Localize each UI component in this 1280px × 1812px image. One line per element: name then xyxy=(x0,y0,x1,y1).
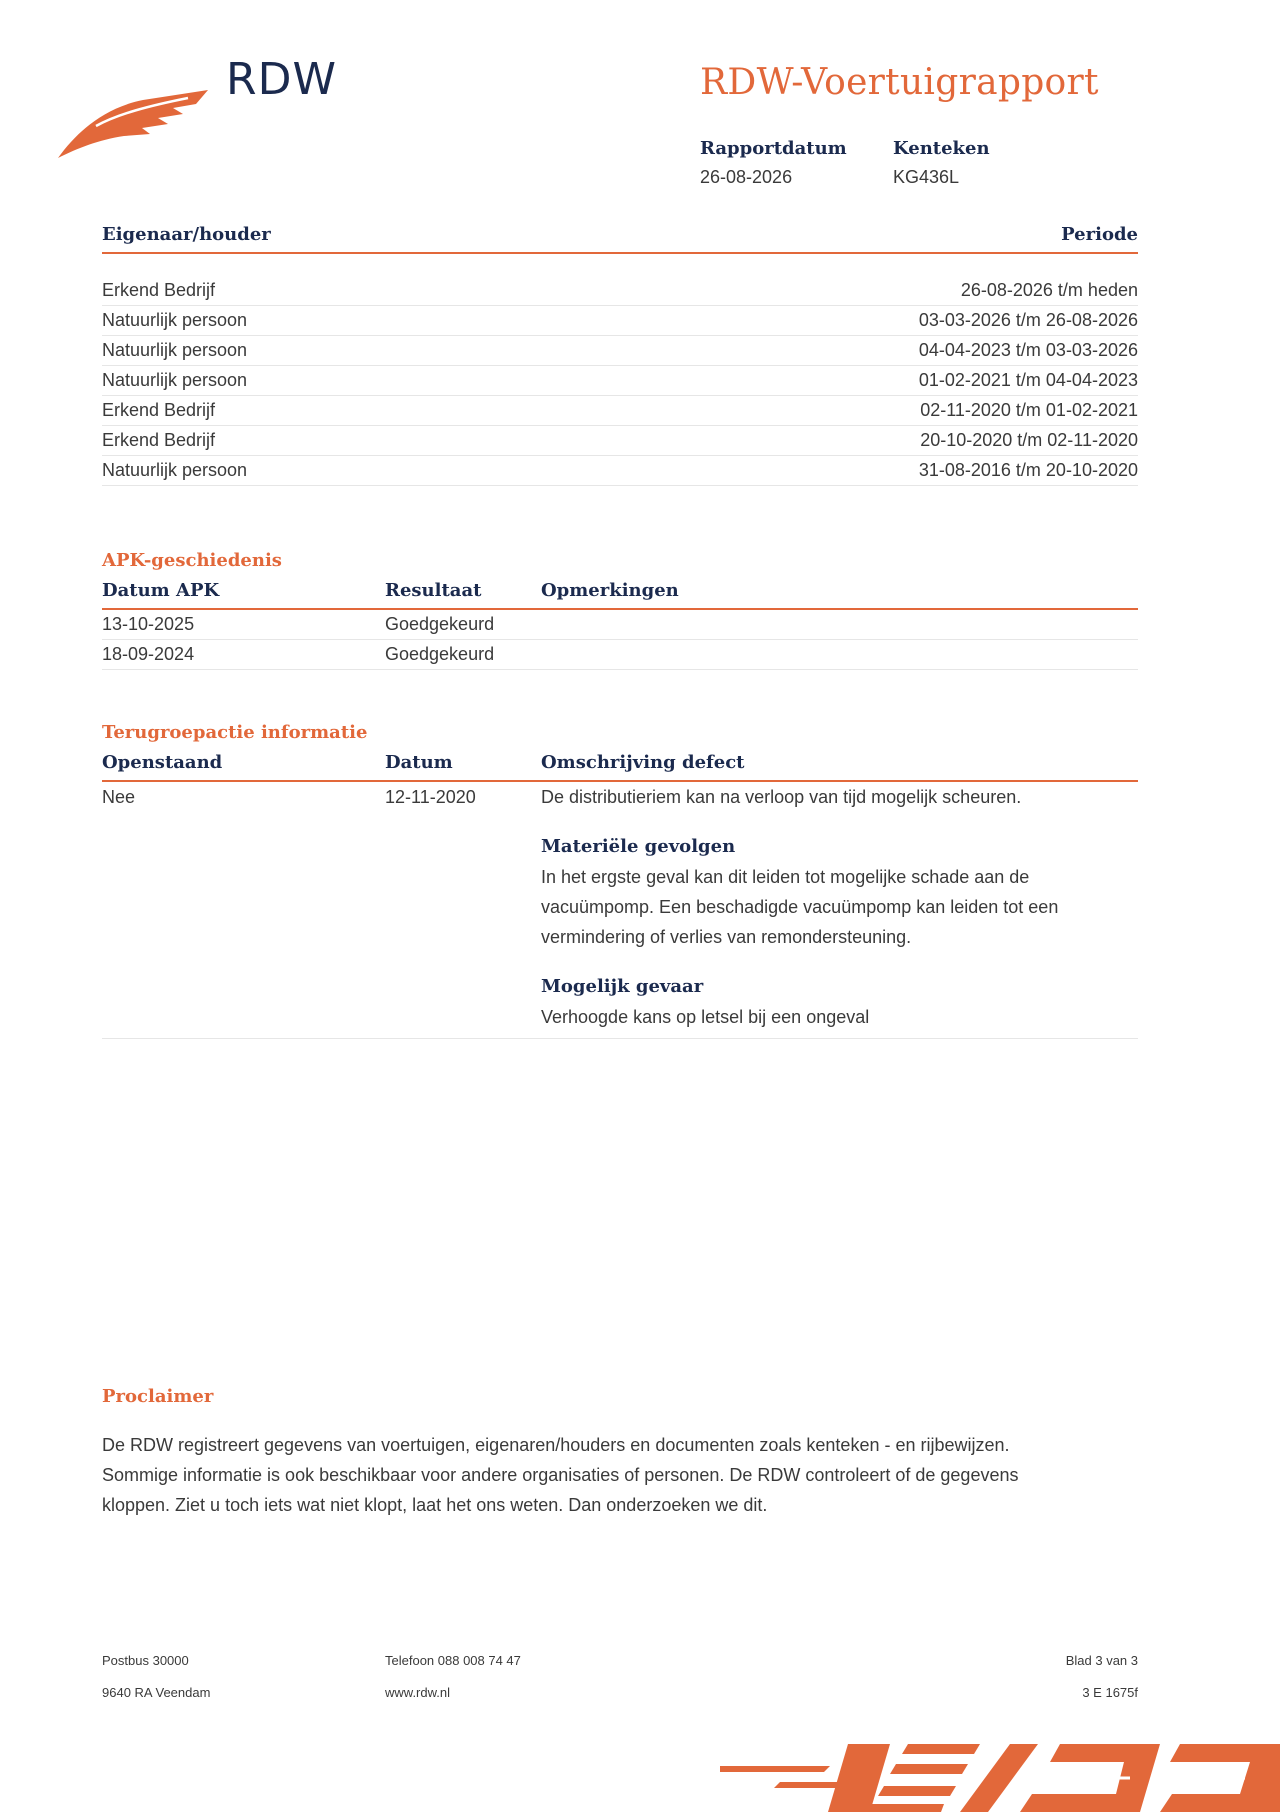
period-column-header: Periode xyxy=(1061,224,1138,245)
plate-label: Kenteken xyxy=(893,138,990,159)
footer-address-line2: 9640 RA Veendam xyxy=(102,1685,211,1700)
owner-column-header: Eigenaar/houder xyxy=(102,224,271,245)
recall-date-column-header: Datum xyxy=(385,752,453,773)
apk-result-cell: Goedgekeurd xyxy=(385,614,495,634)
danger-text: Verhoogde kans op letsel bij een ongeval xyxy=(541,1007,870,1027)
recall-row xyxy=(102,782,1138,1039)
owner-cell: Erkend Bedrijf xyxy=(102,280,216,300)
apk-result-cell: Goedgekeurd xyxy=(385,644,495,664)
recall-open-cell: Nee xyxy=(102,787,136,807)
recall-description-block xyxy=(541,782,1138,1032)
owners-header-row xyxy=(102,224,1138,254)
logo-text: RDW xyxy=(226,54,337,105)
footer-page-number: Blad 3 van 3 xyxy=(1065,1653,1138,1668)
table-row xyxy=(102,426,1138,456)
danger-heading: Mogelijk gevaar xyxy=(541,976,704,997)
owner-cell: Erkend Bedrijf xyxy=(102,430,216,450)
apk-date-cell: 13-10-2025 xyxy=(102,614,195,634)
apk-remarks-column-header: Opmerkingen xyxy=(541,580,679,601)
defect-description: De distributieriem kan na verloop van tijd mogelijk scheuren. xyxy=(541,787,1022,807)
apk-header-row xyxy=(102,580,1138,610)
consequences-heading: Materiële gevolgen xyxy=(541,836,736,857)
owner-cell: Erkend Bedrijf xyxy=(102,400,216,420)
table-row xyxy=(102,276,1138,306)
recall-open-column-header: Openstaand xyxy=(102,752,223,773)
apk-section-title: APK-geschiedenis xyxy=(102,550,282,571)
apk-section xyxy=(102,550,1138,670)
recall-section xyxy=(102,722,1138,1039)
period-cell: 31-08-2016 t/m 20-10-2020 xyxy=(918,460,1138,480)
recall-header-row xyxy=(102,752,1138,782)
report-date-value: 26-08-2026 xyxy=(700,167,793,187)
plate-value: KG436L xyxy=(893,167,960,187)
period-cell: 20-10-2020 t/m 02-11-2020 xyxy=(920,430,1138,450)
footer-website[interactable]: www.rdw.nl xyxy=(385,1685,451,1700)
table-row xyxy=(102,366,1138,396)
apk-date-cell: 18-09-2024 xyxy=(102,644,195,664)
footer-document-code: 3 E 1675f xyxy=(1082,1685,1138,1700)
apk-result-column-header: Resultaat xyxy=(385,580,482,601)
proclaimer-line: Sommige informatie is ook beschikbaar voor andere organisaties of personen. De RDW controleert of de gegevens xyxy=(102,1465,1019,1485)
rdw-logo-icon xyxy=(58,78,208,160)
document-title: RDW-Voertuigrapport xyxy=(700,62,1099,103)
owner-cell: Natuurlijk persoon xyxy=(102,370,248,390)
period-cell: 04-04-2023 t/m 03-03-2026 xyxy=(918,340,1138,360)
proclaimer-line: kloppen. Ziet u toch iets wat niet klopt, laat het ons weten. Dan onderzoeken we dit. xyxy=(102,1495,768,1515)
footer-stripes-icon xyxy=(720,1738,1280,1812)
period-cell: 26-08-2026 t/m heden xyxy=(960,280,1138,300)
recall-desc-column-header: Omschrijving defect xyxy=(541,752,745,773)
recall-section-title: Terugroepactie informatie xyxy=(102,722,368,743)
table-row xyxy=(102,456,1138,486)
consequences-line: vacuümpomp. Een beschadigde vacuümpomp kan leiden tot een xyxy=(541,897,1059,917)
footer-address-line1: Postbus 30000 xyxy=(102,1653,189,1668)
owner-cell: Natuurlijk persoon xyxy=(102,310,248,330)
proclaimer-section xyxy=(102,1386,1138,1520)
table-row xyxy=(102,336,1138,366)
owner-cell: Natuurlijk persoon xyxy=(102,340,248,360)
table-row xyxy=(102,306,1138,336)
apk-date-column-header: Datum APK xyxy=(102,580,220,601)
table-row xyxy=(102,640,1138,670)
report-date-label: Rapportdatum xyxy=(700,138,847,159)
recall-date-cell: 12-11-2020 xyxy=(385,787,476,807)
table-row xyxy=(102,610,1138,640)
period-cell: 01-02-2021 t/m 04-04-2023 xyxy=(918,370,1138,390)
consequences-line: vermindering of verlies van remondersteuning. xyxy=(541,927,912,947)
owner-cell: Natuurlijk persoon xyxy=(102,460,248,480)
proclaimer-title: Proclaimer xyxy=(102,1386,214,1407)
consequences-line: In het ergste geval kan dit leiden tot mogelijke schade aan de xyxy=(541,867,1030,887)
table-row xyxy=(102,396,1138,426)
footer-phone: Telefoon 088 008 74 47 xyxy=(385,1653,521,1668)
proclaimer-line: De RDW registreert gegevens van voertuigen, eigenaren/houders en documenten zoals kenteken - en rijbewijzen. xyxy=(102,1435,1010,1455)
owners-table xyxy=(102,224,1138,486)
period-cell: 03-03-2026 t/m 26-08-2026 xyxy=(918,310,1138,330)
period-cell: 02-11-2020 t/m 01-02-2021 xyxy=(920,400,1138,420)
